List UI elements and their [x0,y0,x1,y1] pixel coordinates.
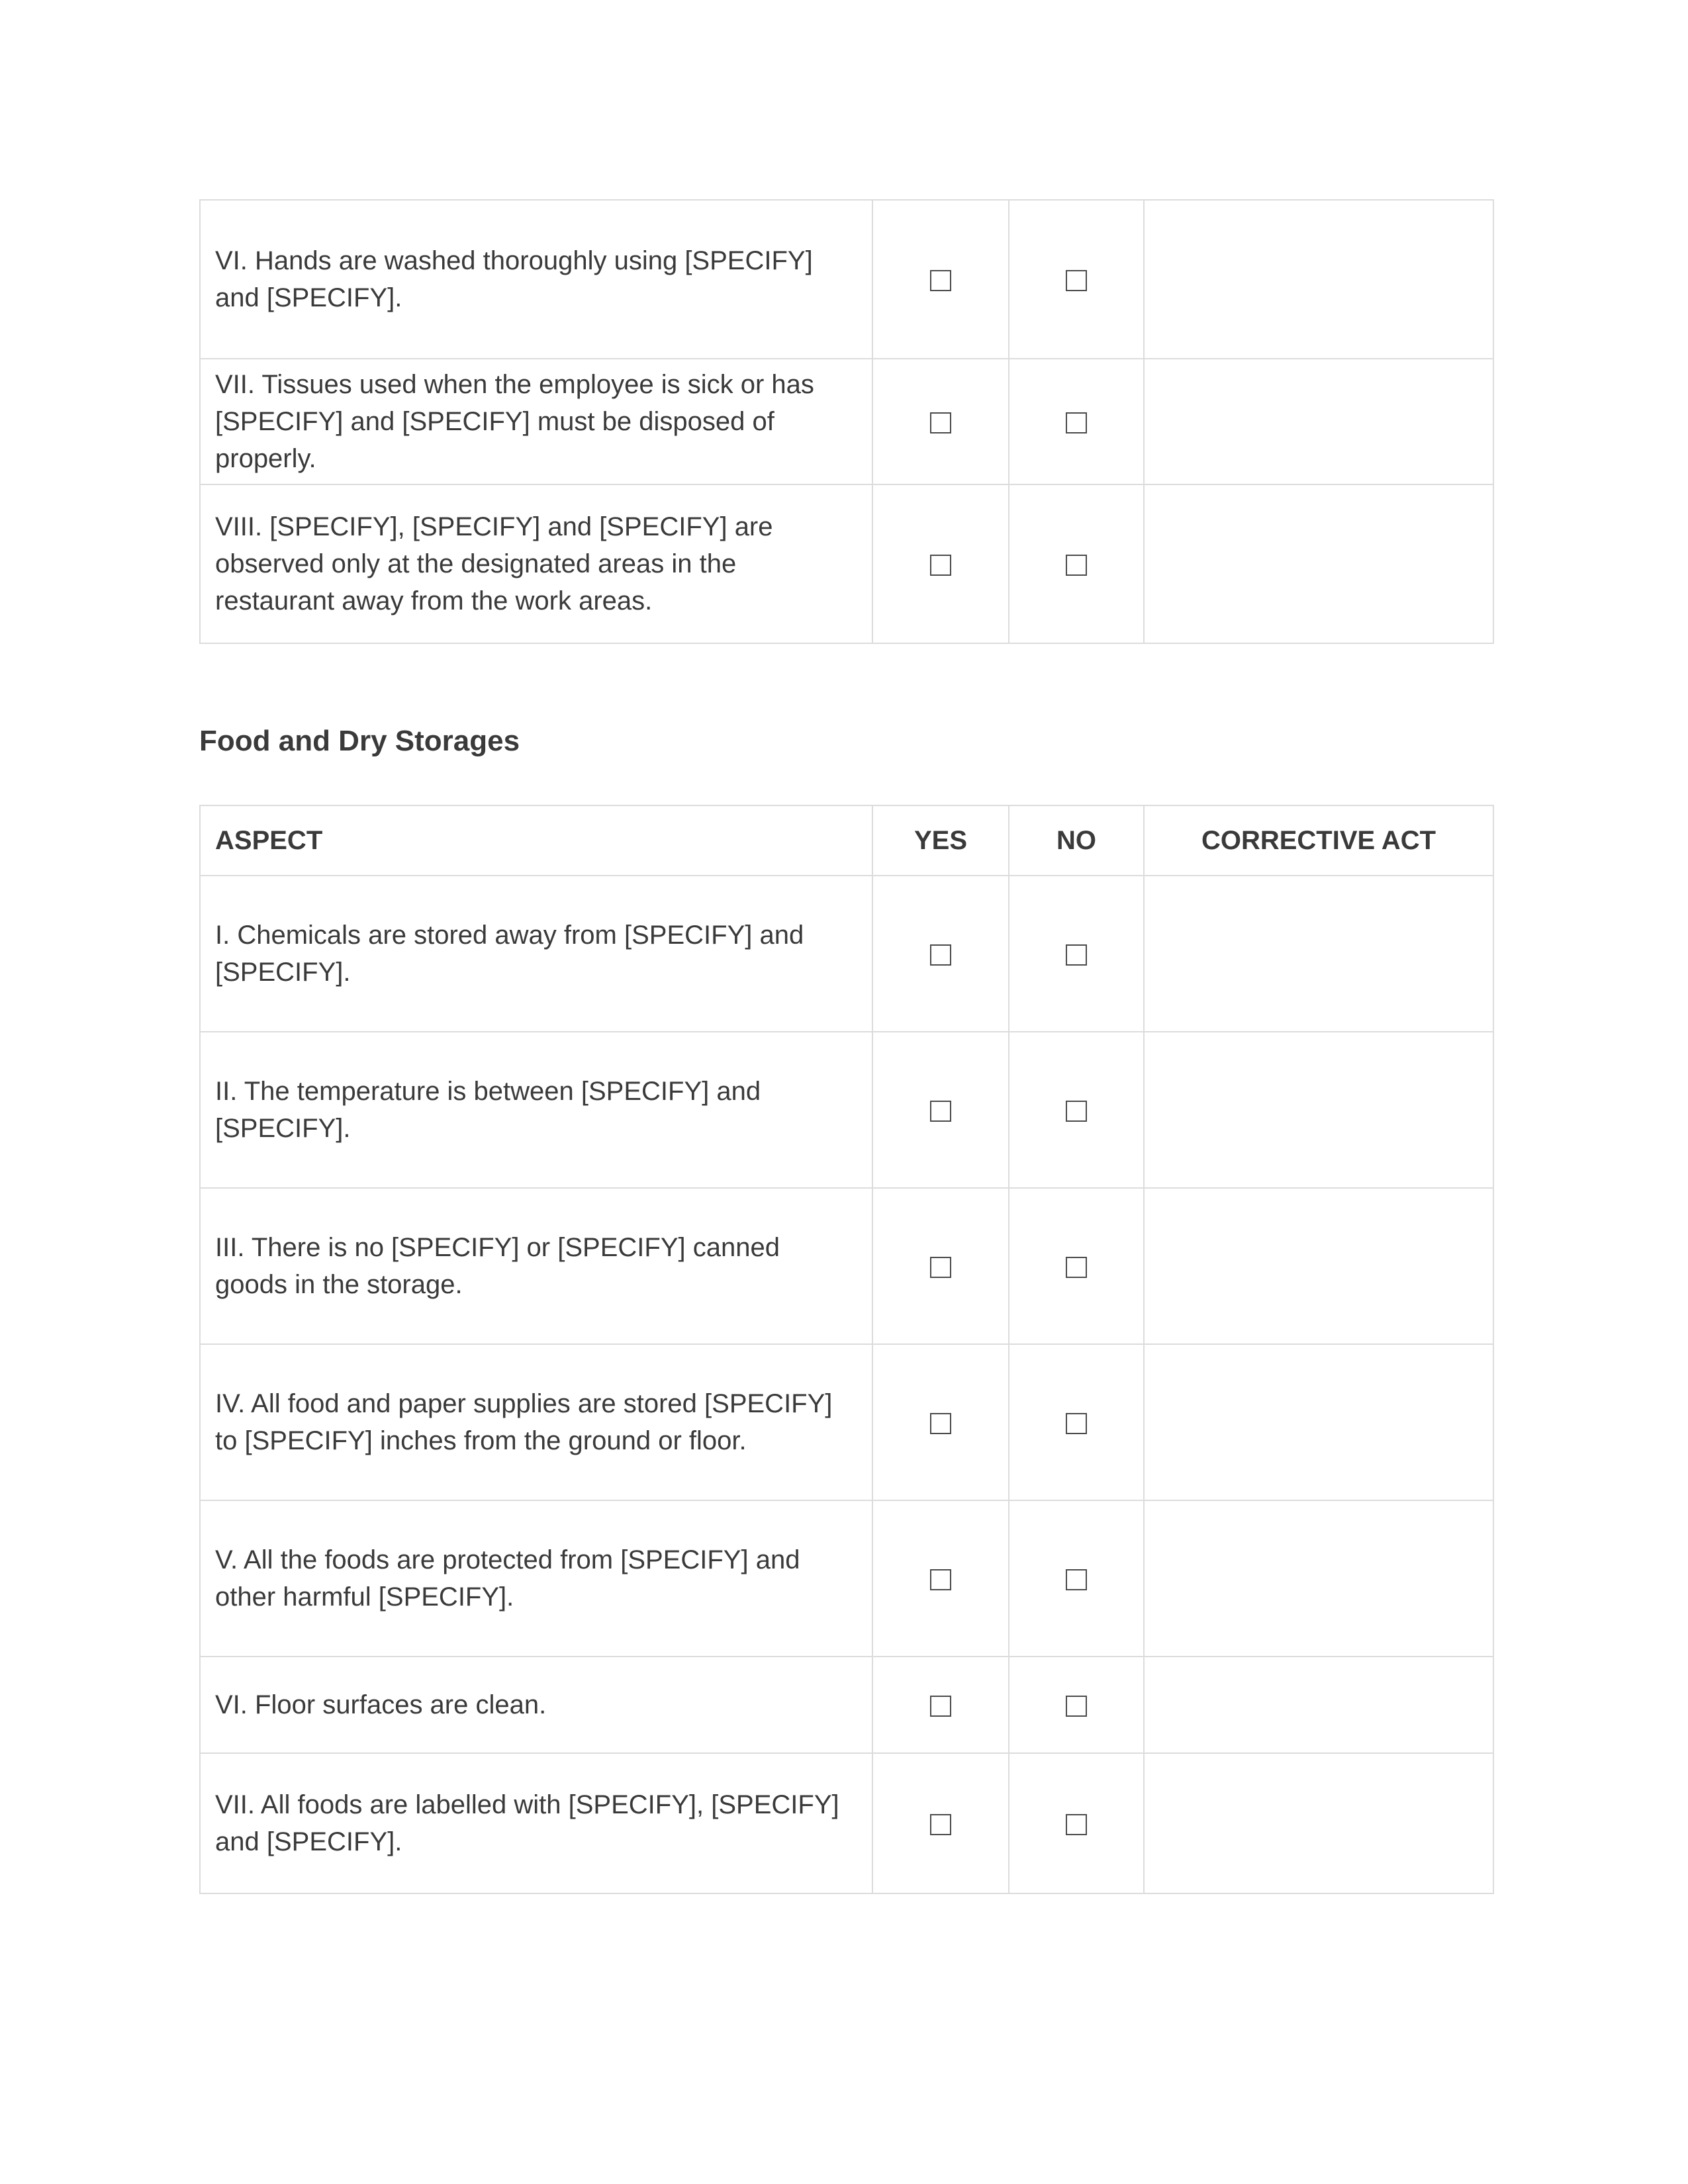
no-cell [1009,1657,1144,1753]
no-cell [1009,359,1144,484]
yes-checkbox[interactable] [930,1814,951,1835]
table-row [200,1032,1493,1188]
yes-checkbox[interactable] [930,1413,951,1434]
table-row [200,1753,1493,1893]
yes-checkbox[interactable] [930,944,951,966]
corrective-action-cell[interactable] [1144,1753,1493,1893]
table-row [200,1657,1493,1753]
no-checkbox[interactable] [1066,1257,1087,1278]
aspect-cell: VII. Tissues used when the employee is sick or has [SPECIFY] and [SPECIFY] must be disposed of properly. [200,359,872,484]
yes-checkbox[interactable] [930,1101,951,1122]
table-row [200,1500,1493,1657]
no-checkbox[interactable] [1066,1696,1087,1717]
no-checkbox[interactable] [1066,1814,1087,1835]
corrective-action-cell[interactable] [1144,1344,1493,1500]
aspect-cell: I. Chemicals are stored away from [SPECIFY] and [SPECIFY]. [200,876,872,1032]
yes-checkbox[interactable] [930,555,951,576]
header-row [200,805,1493,876]
no-cell [1009,876,1144,1032]
hygiene-checklist-table [199,199,1494,644]
yes-checkbox[interactable] [930,1569,951,1590]
corrective-action-header: CORRECTIVE ACT [1144,805,1493,876]
table-row [200,1344,1493,1500]
yes-cell [872,1344,1009,1500]
table-row [200,1188,1493,1344]
yes-checkbox[interactable] [930,270,951,291]
aspect-cell: IV. All food and paper supplies are stored [SPECIFY] to [SPECIFY] inches from the ground or floor. [200,1344,872,1500]
corrective-action-cell[interactable] [1144,1188,1493,1344]
aspect-cell: VI. Floor surfaces are clean. [200,1657,872,1753]
corrective-action-cell[interactable] [1144,484,1493,643]
corrective-action-cell[interactable] [1144,1657,1493,1753]
no-cell [1009,1344,1144,1500]
no-cell [1009,200,1144,359]
no-checkbox[interactable] [1066,1569,1087,1590]
aspect-cell: III. There is no [SPECIFY] or [SPECIFY] canned goods in the storage. [200,1188,872,1344]
no-checkbox[interactable] [1066,944,1087,966]
aspect-cell: VIII. [SPECIFY], [SPECIFY] and [SPECIFY] are observed only at the designated areas in the restaurant away from the work areas. [200,484,872,643]
table-row [200,200,1493,359]
yes-cell [872,484,1009,643]
yes-cell [872,200,1009,359]
aspect-header: ASPECT [200,805,872,876]
table-row [200,359,1493,484]
yes-cell [872,1188,1009,1344]
aspect-cell: II. The temperature is between [SPECIFY] and [SPECIFY]. [200,1032,872,1188]
no-cell [1009,1753,1144,1893]
no-header: NO [1009,805,1144,876]
corrective-action-cell[interactable] [1144,876,1493,1032]
yes-header: YES [872,805,1009,876]
yes-checkbox[interactable] [930,1696,951,1717]
aspect-cell: VII. All foods are labelled with [SPECIFY], [SPECIFY] and [SPECIFY]. [200,1753,872,1893]
yes-checkbox[interactable] [930,1257,951,1278]
no-checkbox[interactable] [1066,1413,1087,1434]
yes-cell [872,359,1009,484]
yes-cell [872,1657,1009,1753]
no-checkbox[interactable] [1066,555,1087,576]
yes-cell [872,1753,1009,1893]
storage-checklist-table [199,805,1494,1894]
table-row [200,484,1493,643]
no-cell [1009,1032,1144,1188]
no-cell [1009,1500,1144,1657]
table-row [200,876,1493,1032]
no-checkbox[interactable] [1066,412,1087,433]
yes-cell [872,1500,1009,1657]
no-checkbox[interactable] [1066,1101,1087,1122]
corrective-action-cell[interactable] [1144,200,1493,359]
yes-checkbox[interactable] [930,412,951,433]
no-checkbox[interactable] [1066,270,1087,291]
corrective-action-cell[interactable] [1144,1032,1493,1188]
corrective-action-cell[interactable] [1144,1500,1493,1657]
aspect-cell: V. All the foods are protected from [SPECIFY] and other harmful [SPECIFY]. [200,1500,872,1657]
no-cell [1009,484,1144,643]
aspect-cell: VI. Hands are washed thoroughly using [SPECIFY] and [SPECIFY]. [200,200,872,359]
section-heading: Food and Dry Storages [199,725,520,757]
yes-cell [872,1032,1009,1188]
corrective-action-cell[interactable] [1144,359,1493,484]
yes-cell [872,876,1009,1032]
no-cell [1009,1188,1144,1344]
